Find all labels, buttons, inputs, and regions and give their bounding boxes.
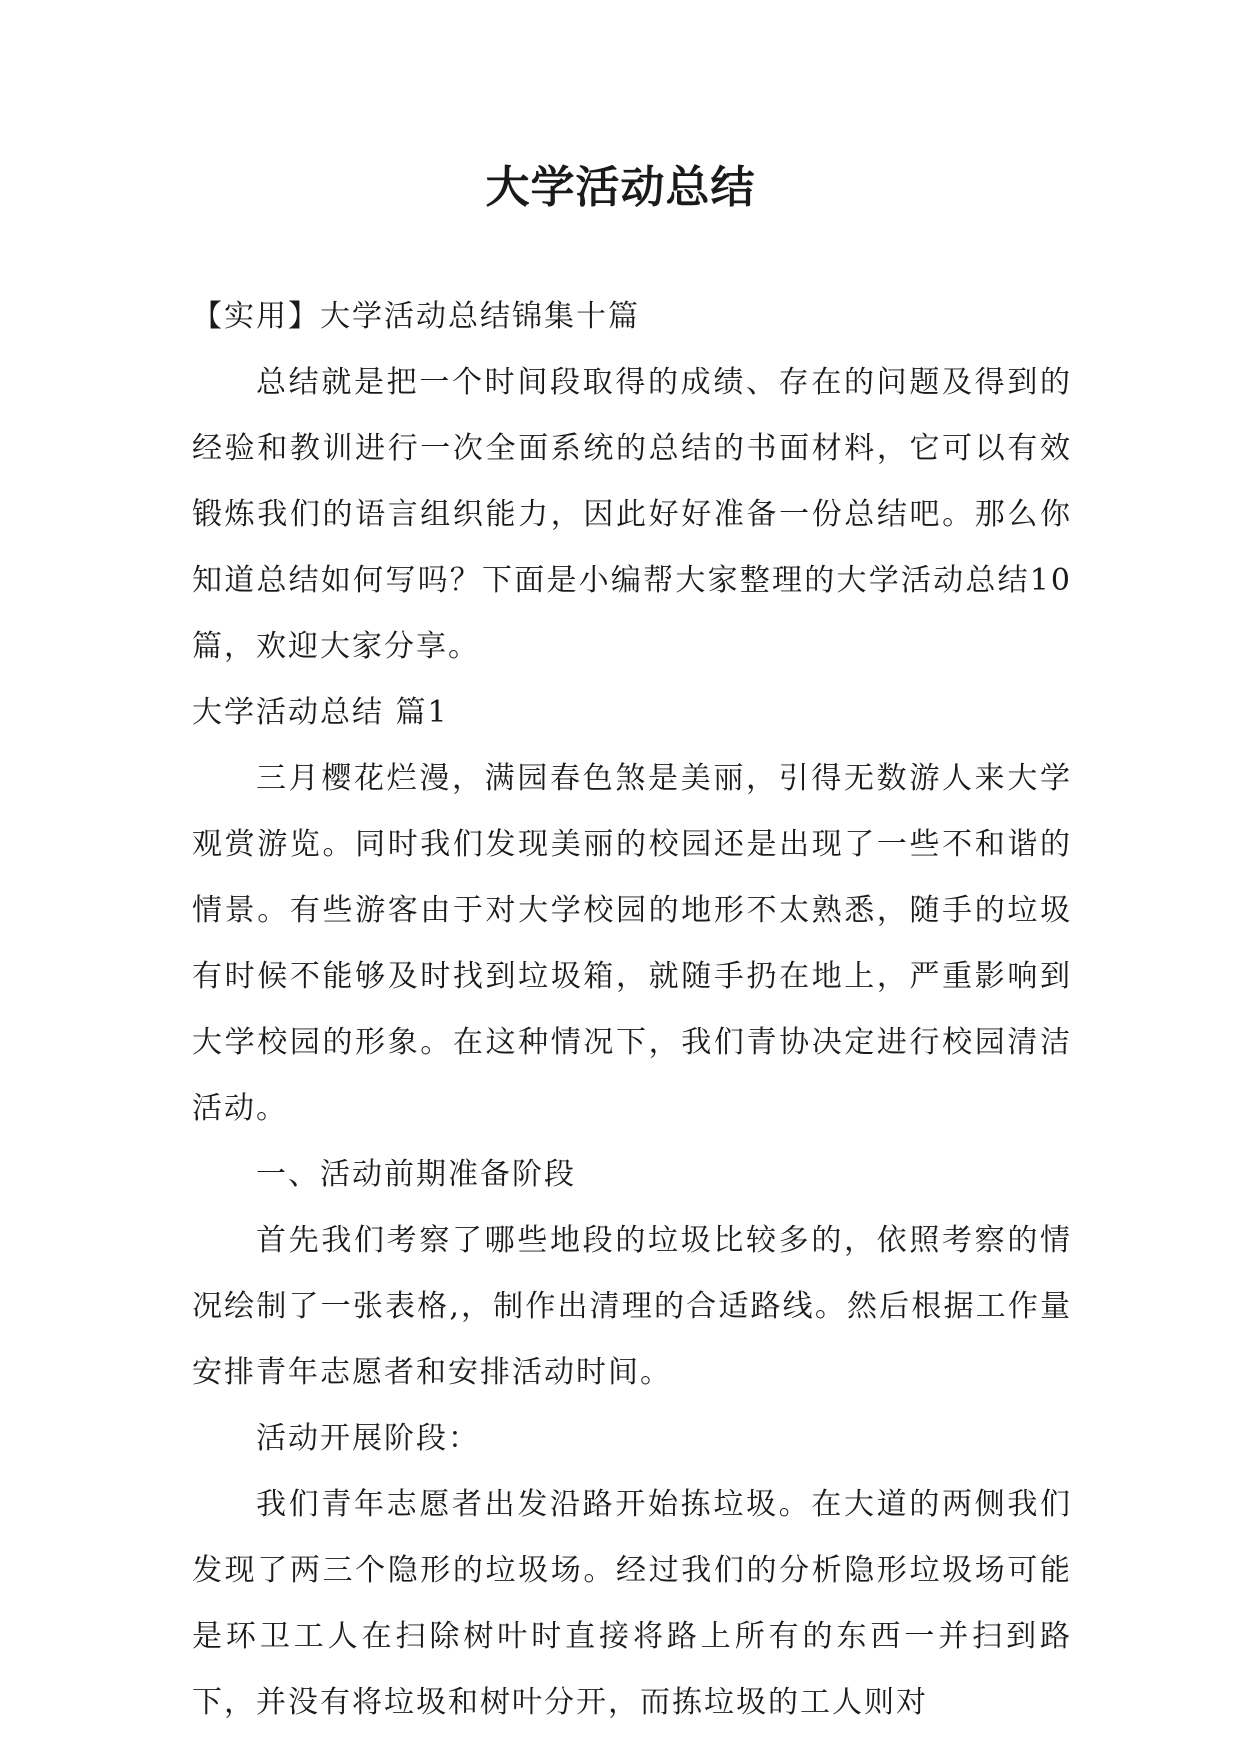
document-title: 大学活动总结 — [485, 162, 756, 213]
subsection-heading: 一、活动前期准备阶段 — [256, 1157, 576, 1192]
body-paragraph: 三月樱花烂漫，满园春色煞是美丽，引得无数游人来大学观赏游览。同时我们发现美丽的校园还是出现了一些不和谐的情景。有些游客由于对大学校园的地形不太熟悉，随手的垃圾有时候不能够及时找到垃圾箱，就随手扔在地上，严重影响到大学校园的形象。在这种情况下，我们青协决定进行校园清洁活动。 — [192, 761, 1072, 1126]
intro-paragraph: 总结就是把一个时间段取得的成绩、存在的问题及得到的经验和教训进行一次全面系统的总结的书面材料，它可以有效锻炼我们的语言组织能力，因此好好准备一份总结吧。那么你知道总结如何写吗？下面是小编帮大家整理的大学活动总结10篇，欢迎大家分享。 — [192, 365, 1072, 664]
document-body — [192, 284, 1072, 1736]
subsection-heading: 活动开展阶段： — [256, 1421, 480, 1456]
body-paragraph: 首先我们考察了哪些地段的垃圾比较多的，依照考察的情况绘制了一张表格,，制作出清理的合适路线。然后根据工作量安排青年志愿者和安排活动时间。 — [192, 1223, 1072, 1390]
section-heading: 大学活动总结 篇1 — [192, 695, 449, 730]
body-paragraph: 我们青年志愿者出发沿路开始拣垃圾。在大道的两侧我们发现了两三个隐形的垃圾场。经过我们的分析隐形垃圾场可能是环卫工人在扫除树叶时直接将路上所有的东西一并扫到路下，并没有将垃圾和树叶分开，而拣垃圾的工人则对 — [192, 1487, 1072, 1720]
subtitle-line: 【实用】大学活动总结锦集十篇 — [192, 299, 640, 334]
